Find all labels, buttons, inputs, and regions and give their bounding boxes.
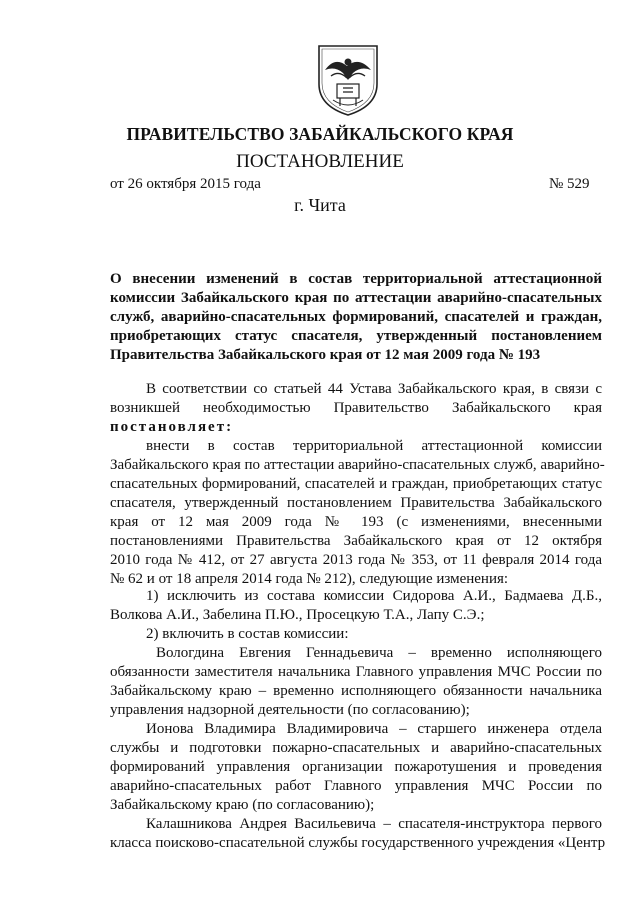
person-ionov: [110, 720, 602, 815]
paragraph-line: края от 12 мая 2009 года № 193 (с изменениями, внесенными: [110, 514, 602, 530]
document-city: г. Чита: [294, 195, 346, 215]
person-line: обязанности заместителя начальника Главного управления МЧС России по: [110, 664, 602, 680]
item-line: 1) исключить из состава комиссии Сидорова А.И., Бадмаева Д.Б.,: [146, 588, 602, 604]
person-line: службы и подготовки пожарно-спасательных и аварийно-спасательных: [110, 740, 602, 756]
resolves-word: постановляет:: [110, 419, 234, 435]
person-line: Вологдина Евгения Геннадьевича – временно исполняющего: [156, 645, 602, 661]
paragraph-line: 2010 года № 412, от 27 августа 2013 года № 353, от 11 февраля 2014 года: [110, 552, 602, 568]
item-1: [110, 587, 602, 625]
person-line: формирований управления организации пожаротушения и проведения: [110, 759, 602, 775]
preamble-line: возникшей необходимостью Правительство Забайкальского края: [110, 400, 602, 416]
heading-line: приобретающих статус спасателя, утвержденный постановлением: [110, 328, 602, 344]
paragraph-line: спасателя, утвержденный постановлением Правительства Забайкальского: [110, 495, 602, 511]
heading-line: служб, аварийно-спасательных формирований, спасателей и граждан,: [110, 309, 602, 325]
preamble-line: В соответствии со статьей 44 Устава Забайкальского края, в связи с: [146, 381, 602, 397]
document-date: от 26 октября 2015 года: [110, 176, 261, 192]
person-line: управления надзорной деятельности (по согласованию);: [110, 702, 470, 718]
person-line: Ионова Владимира Владимировича – старшего инженера отдела: [146, 721, 602, 737]
person-vologdin: [110, 644, 602, 720]
paragraph-line: постановлениями Правительства Забайкальского края от 12 октября: [110, 533, 602, 549]
item-line: Волкова А.И., Забелина П.Ю., Просецкую Т.А., Лапу С.Э.;: [110, 607, 485, 623]
government-title: ПРАВИТЕЛЬСТВО ЗАБАЙКАЛЬСКОГО КРАЯ: [126, 124, 514, 144]
person-line: Забайкальскому краю – временно исполняющего обязанности начальника: [110, 683, 602, 699]
document-heading: [110, 270, 602, 365]
person-line: Калашникова Андрея Васильевича – спасателя-инструктора первого: [146, 816, 602, 832]
heading-line: Правительства Забайкальского края от 12 мая 2009 года № 193: [110, 347, 541, 363]
coat-of-arms-emblem: [313, 40, 383, 118]
document-number: № 529: [549, 176, 590, 192]
person-line: Забайкальскому краю (по согласованию);: [110, 797, 375, 813]
heading-line: О внесении изменений в состав территориальной аттестационной: [110, 271, 602, 287]
person-line: аварийно-спасательных работ Главного управления МЧС России по: [110, 778, 602, 794]
main-paragraph: [110, 437, 605, 589]
person-line: класса поисково-спасательной службы государственного учреждения «Центр: [110, 835, 606, 851]
heading-line: комиссии Забайкальского края по аттестации аварийно-спасательных: [110, 290, 602, 306]
preamble: [110, 380, 602, 437]
item-2: [110, 625, 602, 644]
paragraph-line: внести в состав территориальной аттестационной комиссии: [146, 438, 602, 454]
paragraph-line: № 62 и от 18 апреля 2014 года № 212), следующие изменения:: [110, 571, 509, 587]
paragraph-line: Забайкальского края по аттестации аварийно-спасательных служб, аварийно-: [110, 457, 605, 473]
item-line: 2) включить в состав комиссии:: [146, 626, 349, 642]
document-type: ПОСТАНОВЛЕНИЕ: [236, 151, 404, 172]
person-kalashnikov: [110, 815, 606, 853]
paragraph-line: спасательных формирований, спасателей и граждан, приобретающих статус: [110, 476, 602, 492]
